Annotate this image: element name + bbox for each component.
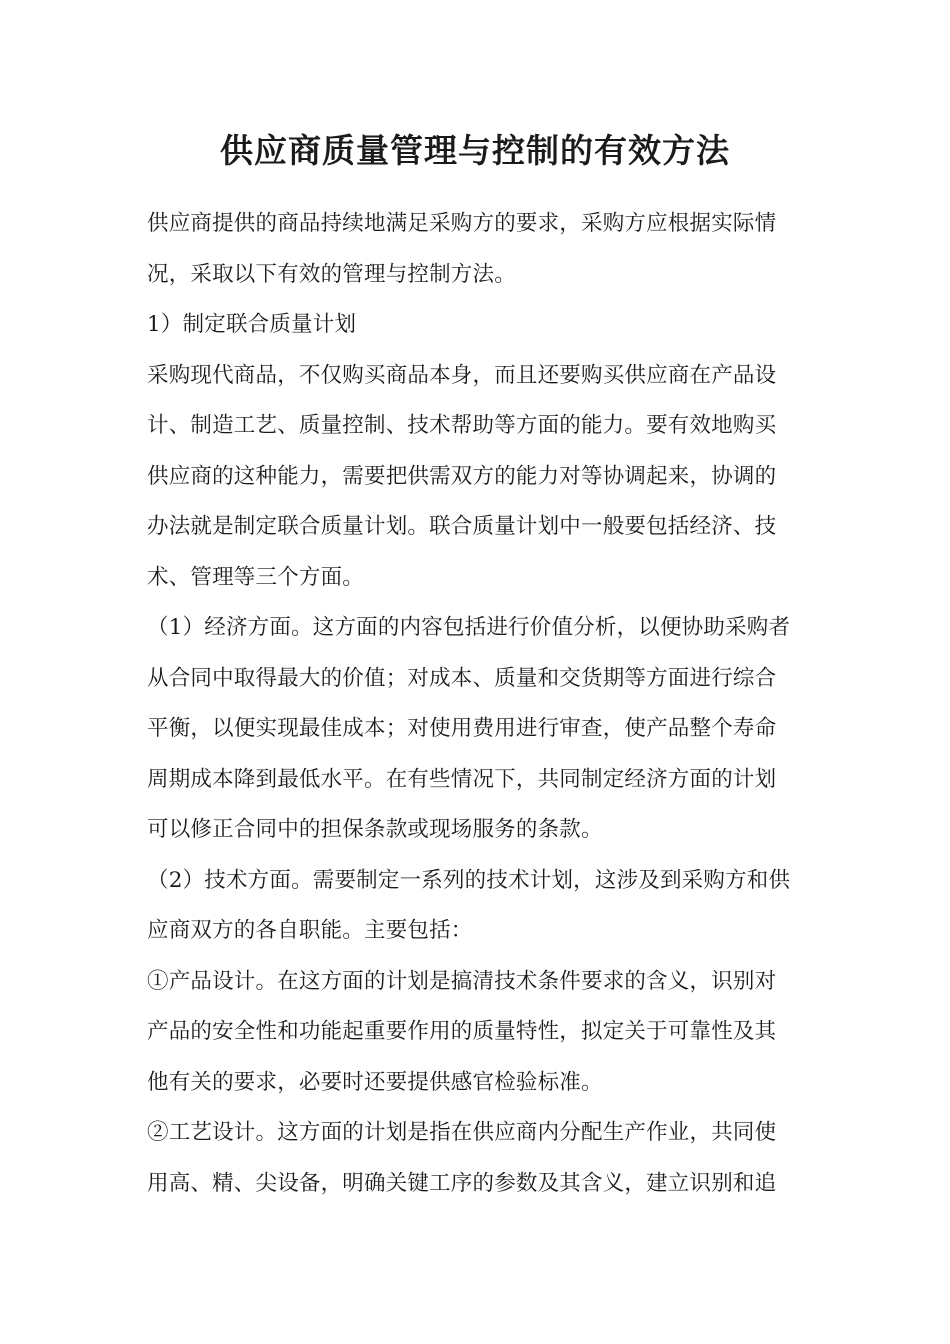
section-heading: 1）制定联合质量计划 xyxy=(147,312,357,337)
text-line: （1）经济方面。这方面的内容包括进行价值分析，以便协助采购者 xyxy=(147,615,791,640)
document-body xyxy=(147,199,807,1209)
text-line: 供应商提供的商品持续地满足采购方的要求，采购方应根据实际情 xyxy=(147,211,777,236)
text-line: 他有关的要求，必要时还要提供感官检验标准。 xyxy=(147,1069,603,1095)
document-title: 供应商质量管理与控制的有效方法 xyxy=(220,131,730,170)
text-line: 况，采取以下有效的管理与控制方法。 xyxy=(147,261,516,287)
text-line: 周期成本降到最低水平。在有些情况下，共同制定经济方面的计划 xyxy=(147,766,777,792)
text-line: 采购现代商品，不仅购买商品本身，而且还要购买供应商在产品设 xyxy=(147,362,777,388)
text-line: 供应商的这种能力，需要把供需双方的能力对等协调起来，协调的 xyxy=(147,463,777,489)
text-line: 可以修正合同中的担保条款或现场服务的条款。 xyxy=(147,817,603,842)
text-line: 办法就是制定联合质量计划。联合质量计划中一般要包括经济、技 xyxy=(147,514,777,539)
text-line: 用高、精、尖设备，明确关键工序的参数及其含义，建立识别和追 xyxy=(147,1170,777,1196)
text-line: 计、制造工艺、质量控制、技术帮助等方面的能力。要有效地购买 xyxy=(147,413,777,438)
text-line: 从合同中取得最大的价值；对成本、质量和交货期等方面进行综合 xyxy=(147,665,777,691)
text-line: （2）技术方面。需要制定一系列的技术计划，这涉及到采购方和供 xyxy=(147,867,791,893)
text-line: ①产品设计。在这方面的计划是搞清技术条件要求的含义，识别对 xyxy=(147,968,777,994)
text-line: 应商双方的各自职能。主要包括： xyxy=(147,918,473,943)
text-line: 产品的安全性和功能起重要作用的质量特性，拟定关于可靠性及其 xyxy=(147,1019,777,1044)
text-line: 平衡，以便实现最佳成本；对使用费用进行审查，使产品整个寿命 xyxy=(147,716,777,741)
text-line: ②工艺设计。这方面的计划是指在供应商内分配生产作业，共同使 xyxy=(147,1120,777,1145)
text-line: 术、管理等三个方面。 xyxy=(147,564,365,590)
